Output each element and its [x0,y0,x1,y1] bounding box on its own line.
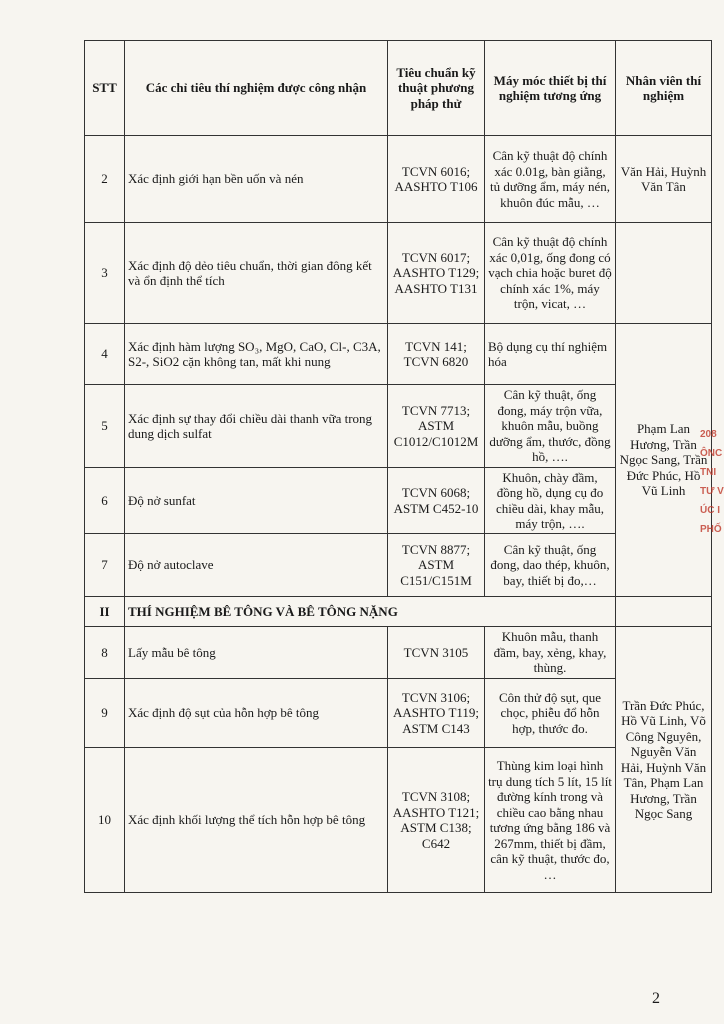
row-standard: TCVN 6068; ASTM C452-10 [388,468,485,534]
row-equipment: Khuôn mẫu, thanh đầm, bay, xẻng, khay, thùng. [485,627,616,679]
row-stt: 2 [85,136,125,223]
table-row [85,627,712,679]
row-stt: 7 [85,534,125,597]
table-row [85,223,712,324]
row-standard: TCVN 7713; ASTM C1012/C1012M [388,385,485,468]
row-criteria: Độ nở sunfat [125,468,388,534]
row-stt: 4 [85,324,125,385]
row-equipment: Bộ dụng cụ thí nghiệm hóa [485,324,616,385]
header-stt: STT [85,41,125,136]
row-equipment: Khuôn, chày đầm, đồng hồ, dụng cụ đo chiều dài, khay mẫu, máy trộn, …. [485,468,616,534]
section-title: THÍ NGHIỆM BÊ TÔNG VÀ BÊ TÔNG NẶNG [125,597,616,627]
row-stt: 6 [85,468,125,534]
header-staff: Nhân viên thí nghiệm [616,41,712,136]
row-equipment: Cân kỹ thuật, ống đong, máy trộn vữa, khuôn mẫu, buồng dưỡng ẩm, thước, đồng hồ, …. [485,385,616,468]
row-standard: TCVN 141; TCVN 6820 [388,324,485,385]
row-criteria: Xác định độ sụt của hỗn hợp bê tông [125,679,388,748]
section-row [85,597,712,627]
row-standard: TCVN 6016; AASHTO T106 [388,136,485,223]
table-row [85,136,712,223]
header-criteria: Các chỉ tiêu thí nghiệm được công nhận [125,41,388,136]
red-stamp-fragment: 208 ÔNC TNI TƯ V ÚC I PHỐ [700,429,724,535]
row-stt: 10 [85,748,125,893]
row-staff: Văn Hải, Huỳnh Văn Tân [616,136,712,223]
row-equipment: Cân kỹ thuật độ chính xác 0.01g, bàn giằng, tủ dưỡng ẩm, máy nén, khuôn đúc mẫu, … [485,136,616,223]
row-criteria: Xác định hàm lượng SO₃, MgO, CaO, Cl-, C3A, S2-, SiO2 cặn không tan, mất khi nung [125,324,388,385]
row-standard: TCVN 8877; ASTM C151/C151M [388,534,485,597]
row-criteria: Xác định khối lượng thể tích hỗn hợp bê tông [125,748,388,893]
row-criteria: Xác định giới hạn bền uốn và nén [125,136,388,223]
row-standard: TCVN 3106; AASHTO T119; ASTM C143 [388,679,485,748]
row-stt: 8 [85,627,125,679]
row-criteria: Xác định độ dẻo tiêu chuẩn, thời gian đông kết và ổn định thể tích [125,223,388,324]
row-standard: TCVN 6017; AASHTO T129; AASHTO T131 [388,223,485,324]
row-equipment: Cân kỹ thuật, ống đong, dao thép, khuôn, bay, thiết bị đo,… [485,534,616,597]
row-standard: TCVN 3108; AASHTO T121; ASTM C138; C642 [388,748,485,893]
header-standard: Tiêu chuẩn kỹ thuật phương pháp thử [388,41,485,136]
row-criteria: Xác định sự thay đổi chiều dài thanh vữa trong dung dịch sulfat [125,385,388,468]
section-number: II [85,597,125,627]
row-staff-empty [616,223,712,324]
row-equipment: Côn thử độ sụt, que chọc, phiễu đổ hỗn hợp, thước đo. [485,679,616,748]
table-row [85,324,712,385]
row-stt: 9 [85,679,125,748]
section-staff-empty [616,597,712,627]
row-equipment: Thùng kim loại hình trụ dung tích 5 lít, 15 lít đường kính trong và chiều cao bằng nhau tương ứng bằng 186 và 267mm, thiết bị đầm, cân kỹ thuật, thước đo, … [485,748,616,893]
row-standard: TCVN 3105 [388,627,485,679]
row-stt: 5 [85,385,125,468]
accreditation-table [84,40,712,893]
page-number: 2 [652,990,660,1007]
row-staff: Phạm Lan Hương, Trần Ngọc Sang, Trần Đức Phúc, Hồ Vũ Linh [616,324,712,597]
header-equipment: Máy móc thiết bị thí nghiệm tương ứng [485,41,616,136]
row-criteria: Lấy mẫu bê tông [125,627,388,679]
row-criteria: Độ nở autoclave [125,534,388,597]
row-equipment: Cân kỹ thuật độ chính xác 0,01g, ống đong có vạch chia hoặc buret độ chính xác 1%, máy trộn, vicat, … [485,223,616,324]
table-header-row [85,41,712,136]
row-stt: 3 [85,223,125,324]
row-staff: Trần Đức Phúc, Hồ Vũ Linh, Võ Công Nguyên, Nguyễn Văn Hải, Huỳnh Văn Tân, Phạm Lan Hương, Trần Ngọc Sang [616,627,712,893]
